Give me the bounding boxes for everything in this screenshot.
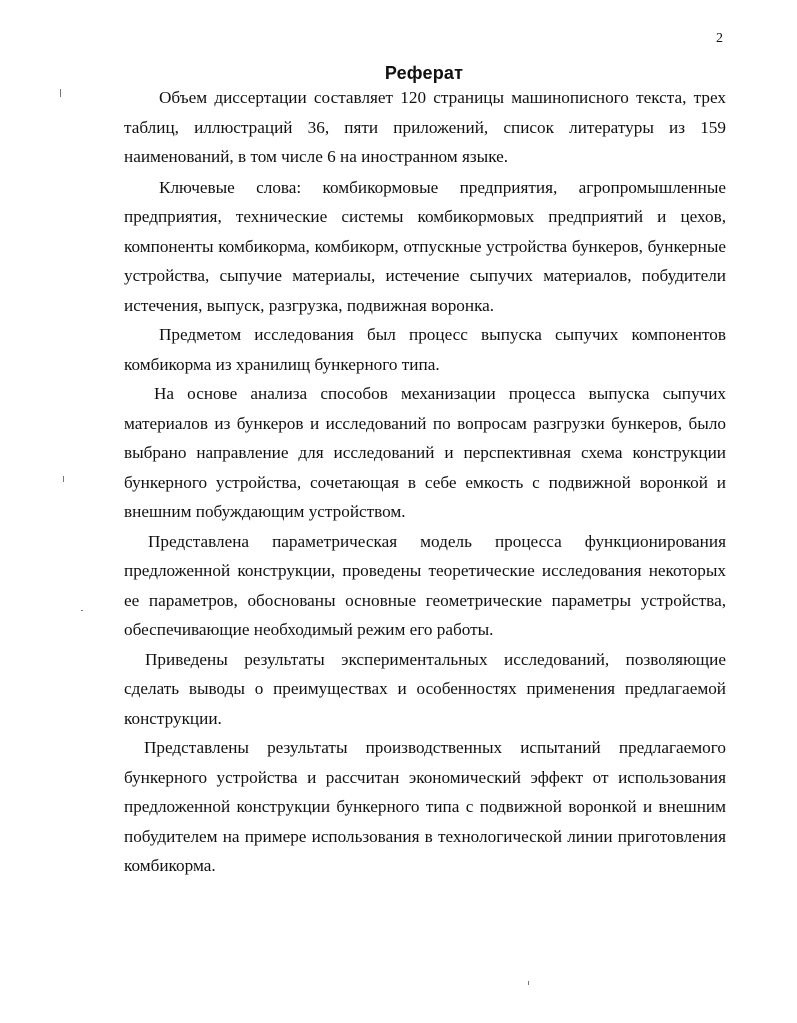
page-title: Реферат [384, 63, 464, 83]
paragraph-volume: Объем диссертации составляет 120 страницы машинописного текста, трех таблиц, иллюстраций 36, пяти приложений, список литературы из 159 наименований, в том числе 6 на иностранном языке. [124, 88, 726, 166]
abstract-body [124, 83, 726, 881]
scan-speck [528, 981, 529, 985]
paragraph-direction: На основе анализа способов механизации процесса выпуска сыпучих материалов из бункеров и исследований по вопросам разгрузки бункеров, было выбрано направление для исследований и перспективная схема конструкции бункерного устройства, сочетающая в себе емкость с подвижной воронкой и внешним побуждающим устройством. [124, 384, 726, 521]
scan-speck [60, 89, 61, 97]
scan-speck [81, 610, 83, 611]
scan-speck [63, 476, 64, 482]
paragraph-keywords: Ключевые слова: комбикормовые предприятия, агропромышленные предприятия, технические системы комбикормовых предприятий и цехов, компоненты комбикорма, комбикорм, отпускные устройства бункеров, бункерные устройства, сыпучие материалы, истечение сыпучих материалов, побудители истечения, выпуск, разгрузка, подвижная воронка. [124, 177, 726, 315]
paragraph-tests: Представлены результаты производственных испытаний предлагаемого бункерного устройства и рассчитан экономический эффект от использования предложенной конструкции бункерного типа с подвижной воронкой и внешним побудителем на примере использования в технологической линии приготовления комбикорма. [124, 738, 726, 875]
paragraph-subject: Предметом исследования был процесс выпуска сыпучих компонентов комбикорма из хранилищ бункерного типа. [124, 325, 726, 374]
page-number: 2 [716, 31, 723, 46]
paragraph-model: Представлена параметрическая модель процесса функционирования предложенной конструкции, проведены теоретические исследования некоторых ее параметров, обоснованы основные геометрические параметры устройства, обеспечивающие необходимый режим его работы. [124, 531, 726, 639]
paragraph-experiments: Приведены результаты экспериментальных исследований, позволяющие сделать выводы о преимуществах и особенностях применения предлагаемой конструкции. [124, 649, 726, 728]
